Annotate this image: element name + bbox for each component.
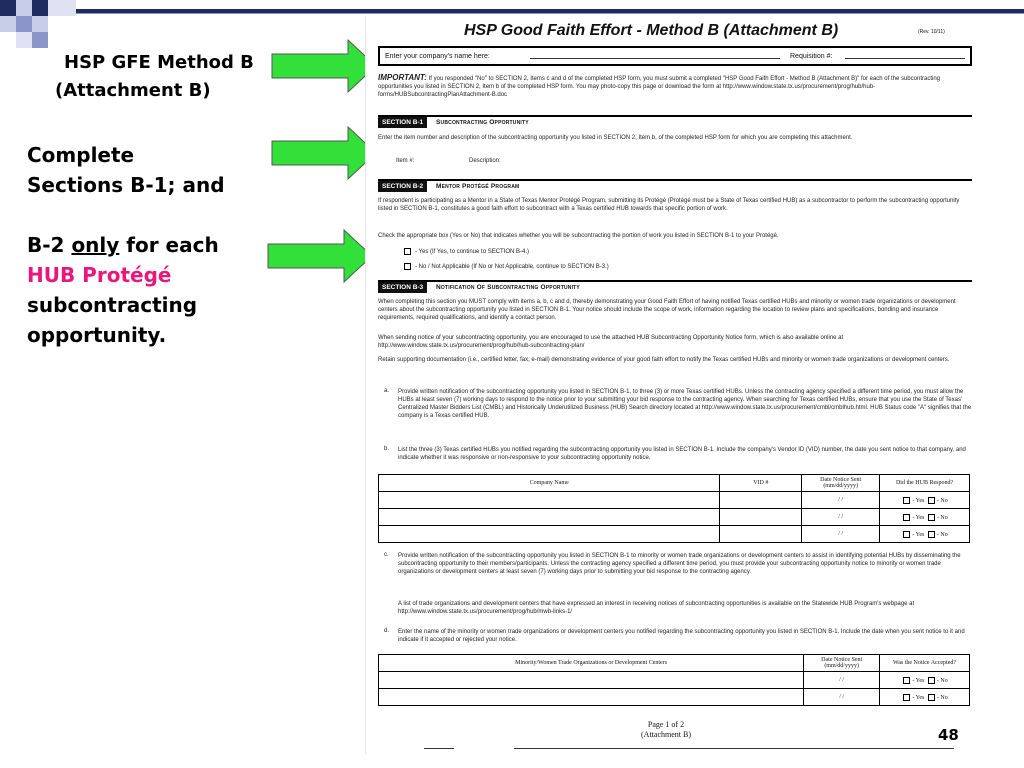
company-name-box	[378, 46, 972, 66]
form-revision: (Rev. 10/11)	[918, 29, 945, 35]
yes-label: - Yes	[912, 531, 925, 538]
decor-square-2	[16, 0, 32, 16]
only-emphasis: only	[71, 233, 120, 257]
accepted-cell	[880, 672, 970, 689]
important-notice	[378, 74, 972, 99]
section-b2-header	[378, 179, 972, 191]
hsp-form-document	[365, 16, 977, 754]
checkbox[interactable]	[903, 531, 910, 538]
item-number-label: Item #:	[396, 158, 415, 164]
decor-square-9	[32, 32, 48, 48]
company-name-cell[interactable]	[379, 526, 720, 543]
checkbox[interactable]	[928, 677, 935, 684]
decor-square-7	[32, 16, 48, 32]
table-row	[379, 672, 970, 689]
footer-page: Page 1 of 2	[647, 720, 685, 729]
vid-cell[interactable]	[720, 526, 802, 543]
item-c-text: Provide written notification of the subcontracting opportunity you listed in SECTION B-1 to minority or women trade organizations or development centers to assist in identifying potential HUBs by disseminating the subcontracting opportunity to their members/participants. Unless the contracting agency specified a different time period, you must provide your subcontracting opportunity notice to minority or women trade organizations or development centers at least seven (7) working days prior to submitting your bid response to the contracting agency.	[398, 553, 961, 575]
decor-square-4	[48, 0, 76, 16]
table-header-row	[379, 475, 970, 492]
section-name: Subcontracting Opportunity	[436, 119, 529, 126]
arrow-right-icon	[266, 228, 376, 284]
decor-square-3	[32, 0, 48, 16]
instruction-line: Sections B-1; and	[27, 173, 225, 197]
respond-cell	[880, 492, 970, 509]
arrow-right-icon	[270, 125, 380, 181]
respond-cell	[880, 526, 970, 543]
instruction-line: subcontracting	[27, 293, 198, 317]
header-hub-respond: Did the HUB Respond?	[880, 475, 970, 492]
decor-square-5	[0, 16, 16, 32]
section-tag: SECTION B-2	[378, 181, 427, 192]
protege-yes-option[interactable]	[404, 248, 529, 255]
vid-cell[interactable]	[720, 492, 802, 509]
checkbox[interactable]	[903, 497, 910, 504]
instruction-complete	[27, 140, 225, 200]
company-name-field[interactable]	[530, 58, 780, 59]
item-c-label: c.	[384, 552, 389, 558]
heading-method-b: HSP GFE Method B	[64, 52, 254, 73]
description-label: Description:	[469, 158, 501, 164]
checkbox[interactable]	[928, 531, 935, 538]
no-label: - No	[936, 531, 948, 538]
decor-square-6	[16, 16, 32, 32]
header-notice-accepted: Was the Notice Accepted?	[880, 655, 970, 672]
section-tag: SECTION B-1	[378, 117, 427, 128]
option-label: - Yes (If Yes, to continue to SECTION B-4.)	[415, 249, 530, 256]
decor-square-8	[16, 32, 32, 48]
date-cell[interactable]: / /	[802, 492, 880, 509]
yes-label: - Yes	[912, 694, 925, 701]
table-header-row	[379, 655, 970, 672]
header-date-sent: Date Notice Sent (mm/dd/yyyy)	[804, 655, 880, 672]
checkbox[interactable]	[903, 514, 910, 521]
slide-page-number: 48	[938, 726, 959, 744]
trade-org-table	[378, 654, 970, 706]
table-row	[379, 509, 970, 526]
requisition-field[interactable]	[845, 58, 965, 59]
section-b3-retain: Retain supporting documentation (i.e., certified letter, fax, e-mail) demonstrating evidence of your good faith effort to notify the Texas certified HUBs and minority or women trade organizations or development centers.	[378, 357, 950, 363]
hub-notification-table	[378, 474, 970, 543]
checkbox[interactable]	[928, 694, 935, 701]
vid-cell[interactable]	[720, 509, 802, 526]
section-name: Mentor Protégé Program	[436, 183, 520, 190]
form-footer	[641, 720, 691, 740]
section-b2-text: If respondent is participating as a Mentor in a State of Texas Mentor Protégé Program, submitting its Protégé (Protégé must be a State of Texas certified HUB) as a subcontractor to perform the subcontracting opportunity listed in SECTION B-1, constitutes a good faith effort to subcontract with a Texas certified HUB towards that specific portion of work.	[378, 198, 960, 212]
item-a-text: Provide written notification of the subcontracting opportunity you listed in SECTION B-1, to three (3) or more Texas certified HUBs. Unless the contracting agency specified a different time period, you must allow the HUBs at least seven (7) working days to respond to the notice prior to your submitting your bid response to the contracting agency. When searching for Texas certified HUBs, ensure that you use the State of Texas' Centralized Master Bidders List (CMBL) and Historically Underutilized Business (HUB) Search directory located at http://www.window.state.tx.us/procurement/cmbl/cmblhub.html. HUB Status code "A" signifies that the company is a Texas certified HUB.	[398, 389, 972, 419]
important-label: IMPORTANT:	[378, 73, 427, 82]
company-name-cell[interactable]	[379, 492, 720, 509]
date-cell[interactable]: / /	[804, 689, 880, 706]
date-cell[interactable]: / /	[802, 526, 880, 543]
accepted-cell	[880, 689, 970, 706]
checkbox[interactable]	[928, 514, 935, 521]
yes-label: - Yes	[912, 497, 925, 504]
checkbox[interactable]	[404, 263, 411, 270]
header-organization: Minority/Women Trade Organizations or Development Centers	[379, 655, 804, 672]
section-name: Notification Of Subcontracting Opportunity	[436, 284, 580, 291]
item-b-label: b.	[384, 446, 390, 452]
section-b3-header	[378, 280, 972, 292]
respond-cell	[880, 509, 970, 526]
important-text: If you responded "No" to SECTION 2, Items c and d of the completed HSP form, you must submit a completed "HSP Good Faith Effort - Method B (Attachment B)" for each of the subcontracting opportunities you listed in SECTION 2, Item b of the completed HSP form. You may photo-copy this page or download the form at http://www.window.state.tx.us/procurement/prog/hub/hub-forms/HUBSubcontractingPlanAttachment-B.doc	[378, 76, 940, 98]
instruction-line: opportunity.	[27, 323, 167, 347]
company-name-cell[interactable]	[379, 509, 720, 526]
option-label: - No / Not Applicable (If No or Not Applicable, continue to SECTION B-3.)	[415, 264, 609, 271]
form-title: HSP Good Faith Effort - Method B (Attachment B)	[464, 22, 839, 39]
section-b3-intro: When completing this section you MUST comply with items a, b, c and d, thereby demonstrating your Good Faith Effort of having notified Texas certified HUBs and minority or women trade organizations or development centers about the subcontracting opportunity you listed in SECTION B-1. Your notice should include the scope of work, information regarding the location to review plans and specifications, bonding and insurance requirements, required qualifications, and identify a contact person.	[378, 299, 956, 321]
yes-label: - Yes	[912, 677, 925, 684]
checkbox[interactable]	[404, 248, 411, 255]
section-b1-text: Enter the item number and description of the subcontracting opportunity you listed in SECTION 2, Item b, of the completed HSP form for which you are completing this attachment.	[378, 135, 853, 141]
yes-label: - Yes	[912, 514, 925, 521]
organization-cell[interactable]	[379, 689, 804, 706]
b2-suffix: for each	[119, 233, 219, 257]
section-tag: SECTION B-3	[378, 282, 427, 293]
no-label: - No	[936, 677, 948, 684]
item-c-list-note: A list of trade organizations and development centers that have expressed an interest in receiving notices of subcontracting opportunities is available on the Statewide HUB Program's webpage at http://www.window.state.tx.us/procurement/prog/hub/mwb-links-1/	[398, 601, 915, 615]
section-b1-header	[378, 115, 972, 127]
checkbox[interactable]	[928, 497, 935, 504]
instruction-line: Complete	[27, 143, 135, 167]
header-company-name: Company Name	[379, 475, 720, 492]
table-row	[379, 492, 970, 509]
instruction-line	[27, 230, 219, 260]
checkbox[interactable]	[903, 694, 910, 701]
item-d-label: d.	[384, 628, 390, 634]
heading-attachment-b: (Attachment B)	[55, 80, 211, 101]
date-cell[interactable]: / /	[804, 672, 880, 689]
date-cell[interactable]: / /	[802, 509, 880, 526]
decor-square-1	[0, 0, 16, 16]
requisition-label: Requisition #:	[790, 53, 833, 60]
table-row	[379, 689, 970, 706]
company-name-label: Enter your company's name here:	[385, 53, 490, 60]
item-b-text: List the three (3) Texas certified HUBs you notified regarding the subcontracting opportunity you listed in SECTION B-1. Include the company's Vendor ID (VID) number, the date you sent notice to that company, and indicate whether it was responsive or non-responsive to your subcontracting opportunity notice.	[398, 447, 966, 461]
footer-attachment: (Attachment B)	[641, 730, 691, 739]
section-b2-check-instruction: Check the appropriate box (Yes or No) that indicates whether you will be subcontracting the portion of work you listed in SECTION B-1 to your Protégé.	[378, 233, 779, 239]
no-label: - No	[936, 497, 948, 504]
no-label: - No	[936, 694, 948, 701]
hub-protege-text: HUB Protégé	[27, 263, 172, 287]
protege-no-option[interactable]	[404, 263, 609, 270]
instruction-b2	[27, 230, 219, 350]
b2-prefix: B-2	[27, 233, 72, 257]
checkbox[interactable]	[903, 677, 910, 684]
no-label: - No	[936, 514, 948, 521]
table-row	[379, 526, 970, 543]
item-a-label: a.	[384, 388, 390, 394]
section-b3-notice-link: When sending notice of your subcontracting opportunity, you are encouraged to use the attached HUB Subcontracting Opportunity Notice form, which is also available online at http://www.window.state.tx.us/procurement/prog/hub/hub-subcontracting-plan/	[378, 335, 844, 349]
arrow-right-icon	[270, 38, 380, 94]
header-date-sent: Date Notice Sent (mm/dd/yyyy)	[802, 475, 880, 492]
organization-cell[interactable]	[379, 672, 804, 689]
title-bar-thin-line	[76, 13, 1024, 14]
header-vid: VID #	[720, 475, 802, 492]
item-d-text: Enter the name of the minority or women trade organizations or development centers you notified regarding the subcontracting opportunity you listed in SECTION B-1. Include the date when you sent notice to it and indicate if it accepted or rejected your notice.	[398, 629, 965, 643]
